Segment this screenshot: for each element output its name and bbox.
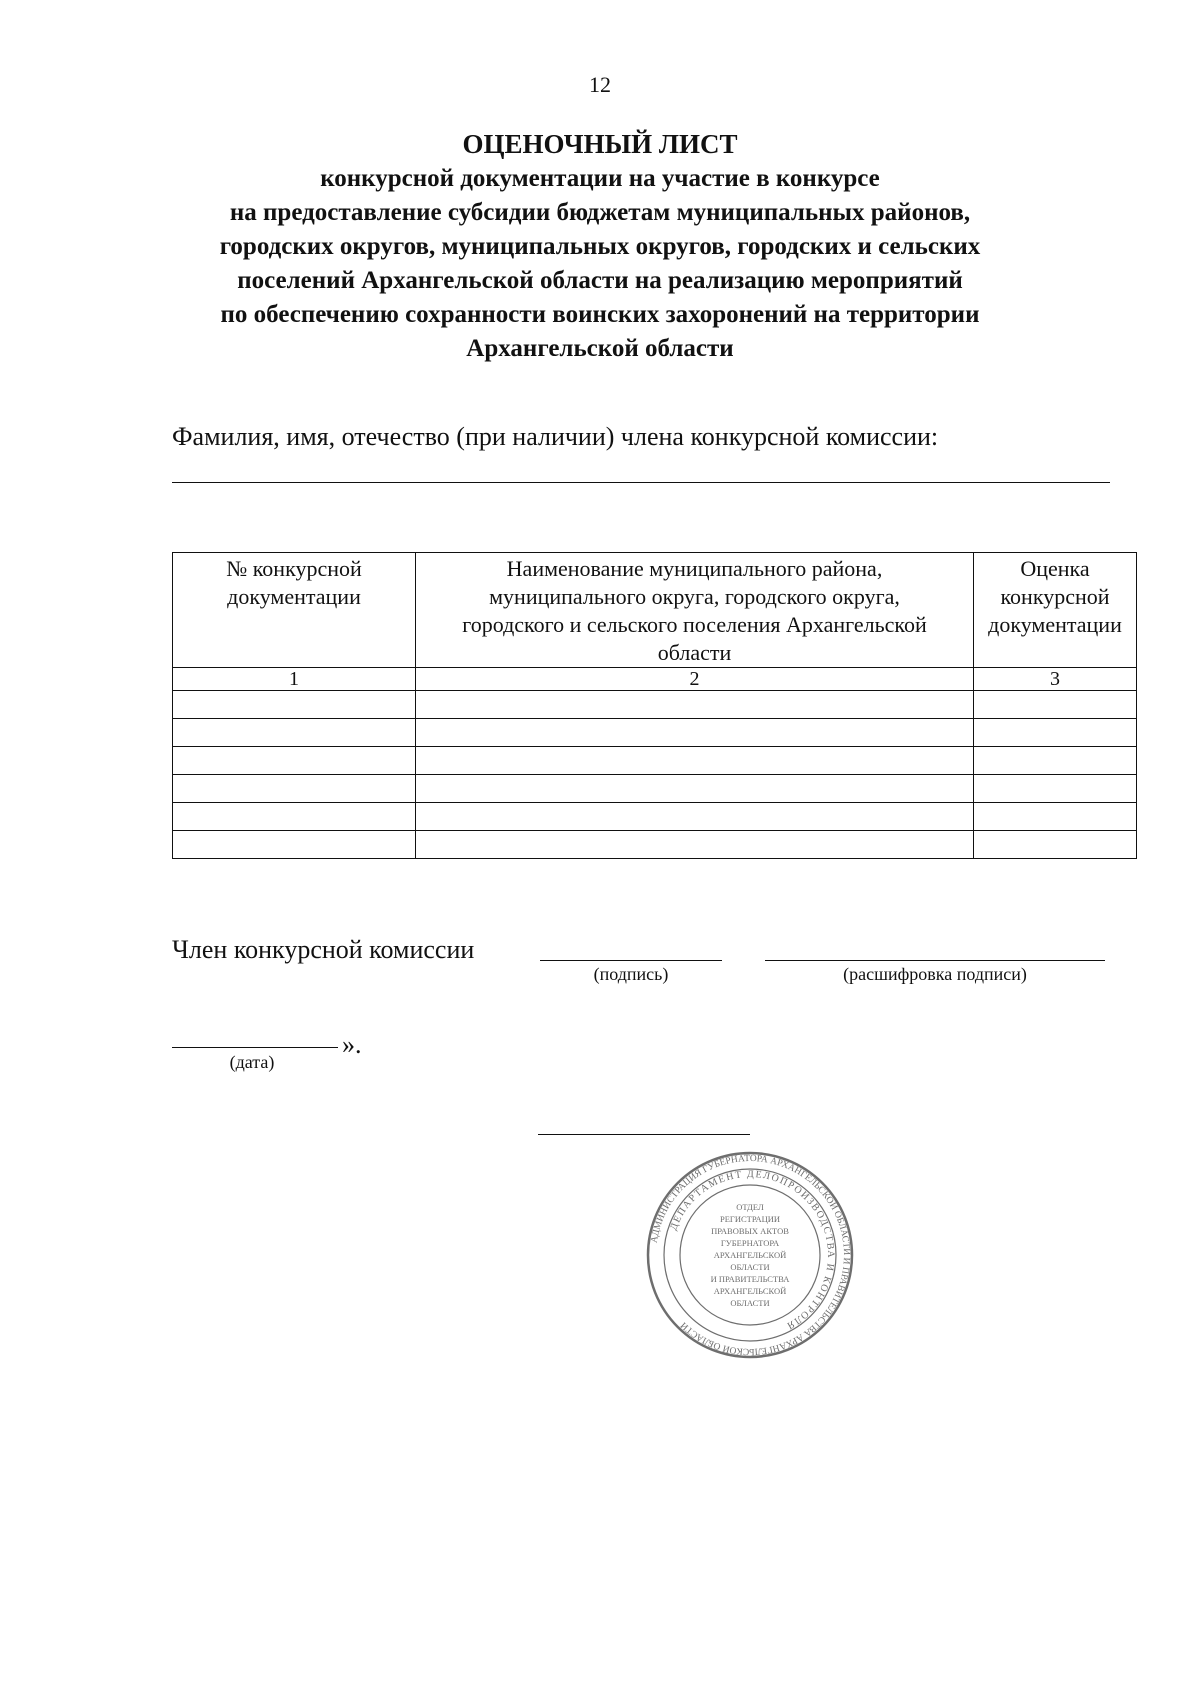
- column-number: 2: [416, 668, 974, 691]
- signature-decode-line[interactable]: [765, 960, 1105, 961]
- title-main: ОЦЕНОЧНЫЙ ЛИСТ: [462, 129, 738, 159]
- column-number: 3: [974, 668, 1137, 691]
- table-cell[interactable]: [974, 831, 1137, 859]
- official-stamp: [645, 1150, 855, 1360]
- column-number-row: [173, 668, 1137, 691]
- header-doc-number: № конкурсной документации: [173, 553, 416, 668]
- table-cell[interactable]: [416, 719, 974, 747]
- table-cell[interactable]: [974, 719, 1137, 747]
- page-number: 12: [589, 72, 611, 97]
- member-label: Член конкурсной комиссии: [172, 935, 475, 964]
- table-row: [173, 775, 1137, 803]
- title-line: Архангельской области: [466, 335, 734, 362]
- table-cell[interactable]: [173, 775, 416, 803]
- table-cell[interactable]: [974, 803, 1137, 831]
- table-cell[interactable]: [416, 691, 974, 719]
- table-row: [173, 719, 1137, 747]
- header-score: Оценка конкурсной документации: [974, 553, 1137, 668]
- table-cell[interactable]: [173, 747, 416, 775]
- stamp-center-line: ГУБЕРНАТОРА: [720, 1238, 780, 1248]
- signature-caption: (подпись): [593, 964, 669, 984]
- column-number: 1: [173, 668, 416, 691]
- table-header-row: [173, 553, 1137, 668]
- date-line[interactable]: [172, 1047, 338, 1048]
- stamp-center-line: ОТДЕЛ: [736, 1202, 764, 1212]
- stamp-center-line: ПРАВОВЫХ АКТОВ: [711, 1226, 789, 1236]
- table-row: [173, 747, 1137, 775]
- stamp-center-text: [711, 1202, 791, 1308]
- table-row: [173, 691, 1137, 719]
- table-row: [173, 831, 1137, 859]
- stamp-center-line: И ПРАВИТЕЛЬСТВА: [710, 1274, 790, 1284]
- signature-line[interactable]: [540, 960, 722, 961]
- table-cell[interactable]: [974, 775, 1137, 803]
- table-cell[interactable]: [416, 803, 974, 831]
- stamp-center-line: АРХАНГЕЛЬСКОЙ: [713, 1250, 787, 1260]
- header-municipality-name: Наименование муниципального района, муниципального округа, городского округа, городского и сельского поселения Архангельской области: [416, 553, 974, 668]
- table-cell[interactable]: [416, 747, 974, 775]
- title-line: по обеспечению сохранности воинских захоронений на территории: [220, 301, 980, 328]
- stamp-outer-text: АДМИНИСТРАЦИЯ ГУБЕРНАТОРА АРХАНГЕЛЬСКОЙ ОБЛАСТИ И ПРАВИТЕЛЬСТВА АРХАНГЕЛЬСКОЙ ОБЛАСТИ: [649, 1153, 852, 1357]
- title-line: городских округов, муниципальных округов, городских и сельских: [219, 233, 981, 260]
- stamp-center-line: ОБЛАСТИ: [730, 1262, 770, 1272]
- fio-entry-line[interactable]: [172, 482, 1110, 483]
- stamp-ring-text: ДЕПАРТАМЕНТ ДЕЛОПРОИЗВОДСТВА И КОНТРОЛЯ: [668, 1168, 837, 1332]
- blank-line: [538, 1134, 750, 1135]
- table-cell[interactable]: [173, 691, 416, 719]
- table-cell[interactable]: [974, 747, 1137, 775]
- evaluation-table: [172, 552, 1137, 859]
- table-cell[interactable]: [173, 719, 416, 747]
- table-cell[interactable]: [173, 831, 416, 859]
- fio-label: Фамилия, имя, отечество (при наличии) члена конкурсной комиссии:: [172, 422, 939, 451]
- title-line: на предоставление субсидии бюджетам муниципальных районов,: [229, 199, 971, 226]
- stamp-center-line: РЕГИСТРАЦИИ: [719, 1214, 781, 1224]
- date-suffix: ».: [342, 1030, 362, 1059]
- stamp-center-line: АРХАНГЕЛЬСКОЙ: [713, 1286, 787, 1296]
- table-cell[interactable]: [416, 831, 974, 859]
- date-caption: (дата): [229, 1052, 275, 1072]
- table-cell[interactable]: [416, 775, 974, 803]
- stamp-center-line: ОБЛАСТИ: [730, 1298, 770, 1308]
- signature-decode-caption: (расшифровка подписи): [843, 964, 1027, 984]
- table-cell[interactable]: [974, 691, 1137, 719]
- title-line: поселений Архангельской области на реализацию мероприятий: [237, 267, 963, 294]
- document-title: [150, 126, 1050, 366]
- title-line: конкурсной документации на участие в конкурсе: [320, 165, 880, 192]
- table-row: [173, 803, 1137, 831]
- table-cell[interactable]: [173, 803, 416, 831]
